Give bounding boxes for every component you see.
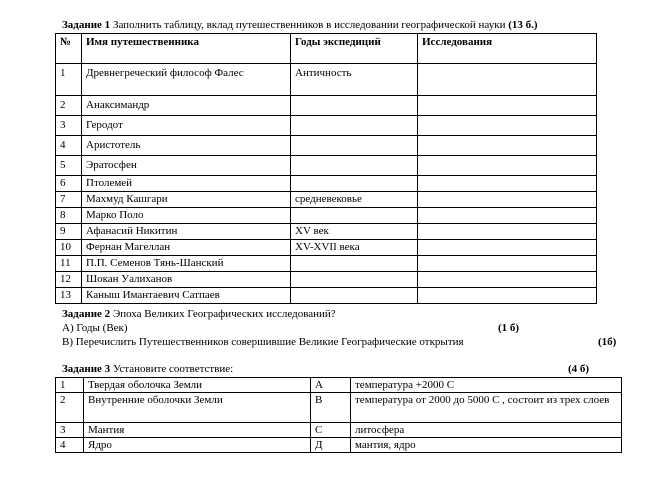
task2-b-points: (1б) [598, 336, 617, 348]
row-research [418, 156, 597, 176]
row-years [291, 272, 418, 288]
header-research: Исследования [418, 34, 597, 64]
header-number: № [56, 34, 82, 64]
match-number: 3 [56, 423, 84, 438]
match-left: Твердая оболочка Земли [84, 378, 311, 393]
row-number: 5 [56, 156, 82, 176]
row-name: Древнегреческий философ Фалес [82, 64, 291, 96]
table-row [56, 423, 622, 438]
row-number: 8 [56, 208, 82, 224]
table-header-row [56, 34, 597, 64]
row-number: 13 [56, 288, 82, 304]
row-research [418, 256, 597, 272]
row-name: Марко Поло [82, 208, 291, 224]
row-number: 3 [56, 116, 82, 136]
row-years [291, 136, 418, 156]
travelers-table [55, 33, 597, 304]
task1-label: Задание 1 [62, 19, 111, 31]
table-row [56, 393, 622, 423]
row-years [291, 208, 418, 224]
task1-heading [62, 19, 538, 31]
row-years [291, 288, 418, 304]
row-research [418, 64, 597, 96]
table-row [56, 176, 597, 192]
row-research [418, 192, 597, 208]
row-number: 9 [56, 224, 82, 240]
row-number: 6 [56, 176, 82, 192]
task2-a-points: (1 б) [498, 322, 520, 334]
row-years: Античность [291, 64, 418, 96]
table-row [56, 116, 597, 136]
task2-b: В) Перечислить Путешественников совершившие Великие Географические открытия [62, 336, 464, 348]
match-number: 4 [56, 438, 84, 453]
task3-points: (4 б) [568, 363, 590, 375]
row-years: XV век [291, 224, 418, 240]
row-number: 12 [56, 272, 82, 288]
row-number: 10 [56, 240, 82, 256]
row-research [418, 240, 597, 256]
table-row [56, 136, 597, 156]
task2-heading [62, 308, 336, 320]
row-name: Афанасий Никитин [82, 224, 291, 240]
row-number: 4 [56, 136, 82, 156]
row-name: Шокан Уалиханов [82, 272, 291, 288]
match-letter: С [311, 423, 351, 438]
row-name: Каныш Имантаевич Сатпаев [82, 288, 291, 304]
match-left: Внутренние оболочки Земли [84, 393, 311, 423]
task1-text: Заполнить таблицу, вклад путешественников в исследовании географической науки [112, 19, 506, 31]
row-name: Эратосфен [82, 156, 291, 176]
row-research [418, 96, 597, 116]
match-number: 1 [56, 378, 84, 393]
header-name: Имя путешественника [82, 34, 291, 64]
table-row [56, 288, 597, 304]
match-right: температура +2000 С [351, 378, 622, 393]
header-years: Годы экспедиций [291, 34, 418, 64]
row-research [418, 136, 597, 156]
row-name: П.П. Семенов Тянь-Шанский [82, 256, 291, 272]
row-name: Птолемей [82, 176, 291, 192]
row-research [418, 116, 597, 136]
row-years: XV-XVII века [291, 240, 418, 256]
row-name: Аристотель [82, 136, 291, 156]
task2-label: Задание 2 [62, 308, 111, 320]
row-years [291, 176, 418, 192]
match-right: литосфера [351, 423, 622, 438]
row-name: Анаксимандр [82, 96, 291, 116]
task2-a: А) Годы (Век) [62, 322, 128, 334]
row-years [291, 96, 418, 116]
table-row [56, 224, 597, 240]
table-row [56, 438, 622, 453]
row-research [418, 208, 597, 224]
row-number: 1 [56, 64, 82, 96]
row-years: средневековье [291, 192, 418, 208]
table-row [56, 256, 597, 272]
row-years [291, 116, 418, 136]
task2-text: Эпоха Великих Географических исследований? [112, 308, 336, 320]
match-letter: А [311, 378, 351, 393]
table-row [56, 96, 597, 116]
table-row [56, 156, 597, 176]
table-row [56, 378, 622, 393]
task3-label: Задание 3 [62, 363, 111, 375]
row-number: 2 [56, 96, 82, 116]
table-row [56, 192, 597, 208]
matching-table [55, 377, 622, 453]
row-years [291, 256, 418, 272]
row-research [418, 176, 597, 192]
row-research [418, 272, 597, 288]
row-name: Махмуд Кашгари [82, 192, 291, 208]
match-number: 2 [56, 393, 84, 423]
table-row [56, 208, 597, 224]
row-number: 7 [56, 192, 82, 208]
match-left: Мантия [84, 423, 311, 438]
match-letter: В [311, 393, 351, 423]
task1-points: (13 б.) [508, 19, 538, 31]
row-research [418, 288, 597, 304]
match-right: мантия, ядро [351, 438, 622, 453]
table-row [56, 240, 597, 256]
table-row [56, 272, 597, 288]
task3-text: Установите соответствие: [112, 363, 234, 375]
row-years [291, 156, 418, 176]
row-name: Фернан Магеллан [82, 240, 291, 256]
match-right: температура от 2000 до 5000 С , состоит из трех слоев [351, 393, 622, 423]
match-letter: Д [311, 438, 351, 453]
table-row [56, 64, 597, 96]
row-number: 11 [56, 256, 82, 272]
row-research [418, 224, 597, 240]
match-left: Ядро [84, 438, 311, 453]
task3-heading [62, 363, 233, 375]
row-name: Геродот [82, 116, 291, 136]
